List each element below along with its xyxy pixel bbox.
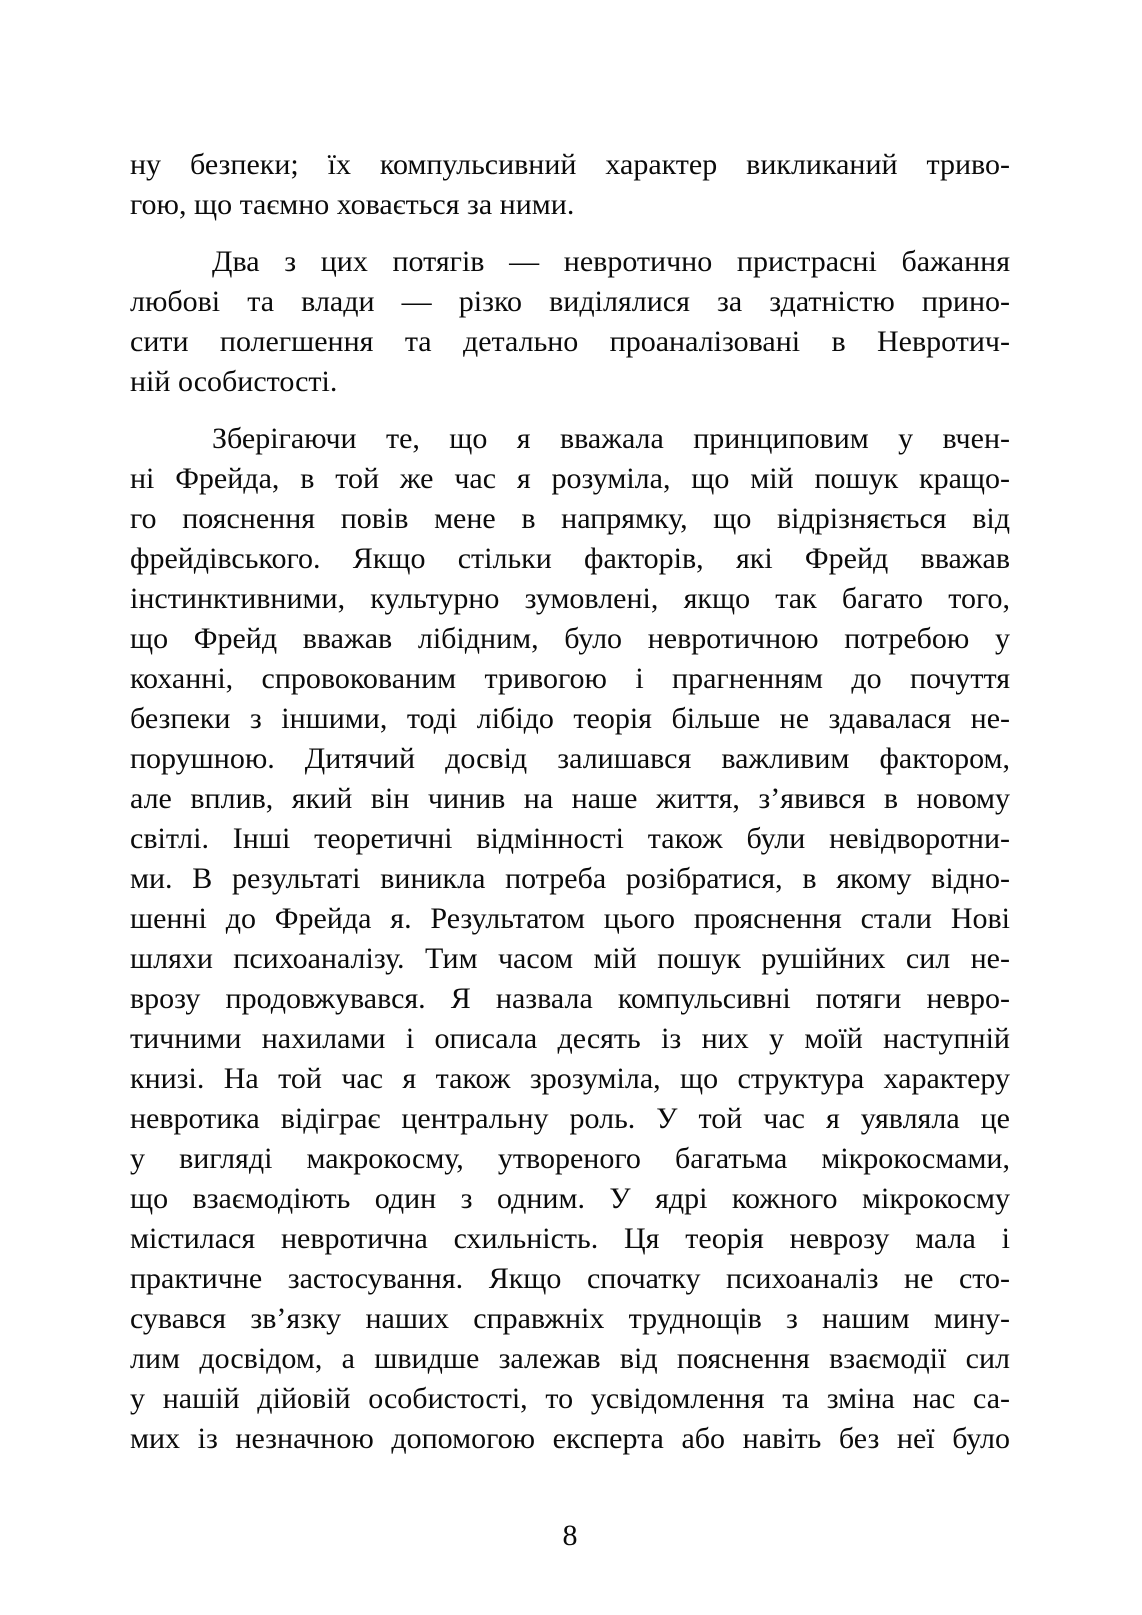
text-line: книзі. На той час я також зрозуміла, що структура характеру — [130, 1062, 1010, 1095]
text-line: безпеки з іншими, тоді лібідо теорія більше не здавалася не- — [130, 702, 1010, 735]
text-line: врозу продовжувався. Я назвала компульсивні потяги невро- — [130, 982, 1010, 1015]
text-line: го пояснення повів мене в напрямку, що відрізняється від — [130, 502, 1010, 535]
text-line: світлі. Інші теоретичні відмінності також були невідворотни- — [130, 822, 1010, 855]
text-line: що Фрейд вважав лібідним, було невротичною потребою у — [130, 622, 1010, 655]
text-line: ну безпеки; їх компульсивний характер викликаний триво- — [130, 148, 1010, 181]
page-text-block — [130, 145, 1010, 1459]
text-line: шенні до Фрейда я. Результатом цього прояснення стали Нові — [130, 902, 1010, 935]
paragraph — [130, 419, 1010, 1459]
text-line: у нашій дійовій особистості, то усвідомлення та зміна нас са- — [130, 1382, 1010, 1415]
text-line: Два з цих потягів — невротично пристрасні бажання — [212, 245, 1010, 278]
text-line: фрейдівського. Якщо стільки факторів, які Фрейд вважав — [130, 542, 1010, 575]
text-line: ній особистості. — [130, 365, 338, 398]
text-line: шляхи психоаналізу. Тим часом мій пошук рушійних сил не- — [130, 942, 1010, 975]
text-line: ми. В результаті виникла потреба розібратися, в якому відно- — [130, 862, 1010, 895]
text-line: коханні, спровокованим тривогою і прагненням до почуття — [130, 662, 1010, 695]
page-number: 8 — [562, 1519, 578, 1552]
text-line: тичними нахилами і описала десять із них у моїй наступній — [130, 1022, 1010, 1055]
text-line: лим досвідом, а швидше залежав від пояснення взаємодії сил — [130, 1342, 1010, 1375]
text-line: ні Фрейда, в той же час я розуміла, що мій пошук кращо- — [130, 462, 1010, 495]
text-line: що взаємодіють один з одним. У ядрі кожного мікрокосму — [130, 1182, 1010, 1215]
text-line: практичне застосування. Якщо спочатку психоаналіз не сто- — [130, 1262, 1010, 1295]
text-line: невротика відіграє центральну роль. У той час я уявляла це — [130, 1102, 1010, 1135]
text-line: гою, що таємно ховається за ними. — [130, 188, 575, 221]
text-line: сити полегшення та детально проаналізовані в Невротич- — [130, 325, 1010, 358]
text-line: інстинктивними, культурно зумовлені, якщо так багато того, — [130, 582, 1010, 615]
paragraph — [130, 242, 1010, 402]
text-line: порушною. Дитячий досвід залишався важливим фактором, — [130, 742, 1010, 775]
text-line: любові та влади — різко виділялися за здатністю прино- — [130, 285, 1010, 318]
text-line: Зберігаючи те, що я вважала принциповим у вчен- — [212, 422, 1010, 455]
text-line: але вплив, який він чинив на наше життя, з’явився в новому — [130, 782, 1010, 815]
text-line: у вигляді макрокосму, утвореного багатьма мікрокосмами, — [130, 1142, 1010, 1175]
text-line: мих із незначною допомогою експерта або навіть без неї було — [130, 1422, 1010, 1455]
text-line: містилася невротична схильність. Ця теорія неврозу мала і — [130, 1222, 1010, 1255]
text-line: сувався зв’язку наших справжніх труднощів з нашим мину- — [130, 1302, 1010, 1335]
paragraph — [130, 145, 1010, 225]
